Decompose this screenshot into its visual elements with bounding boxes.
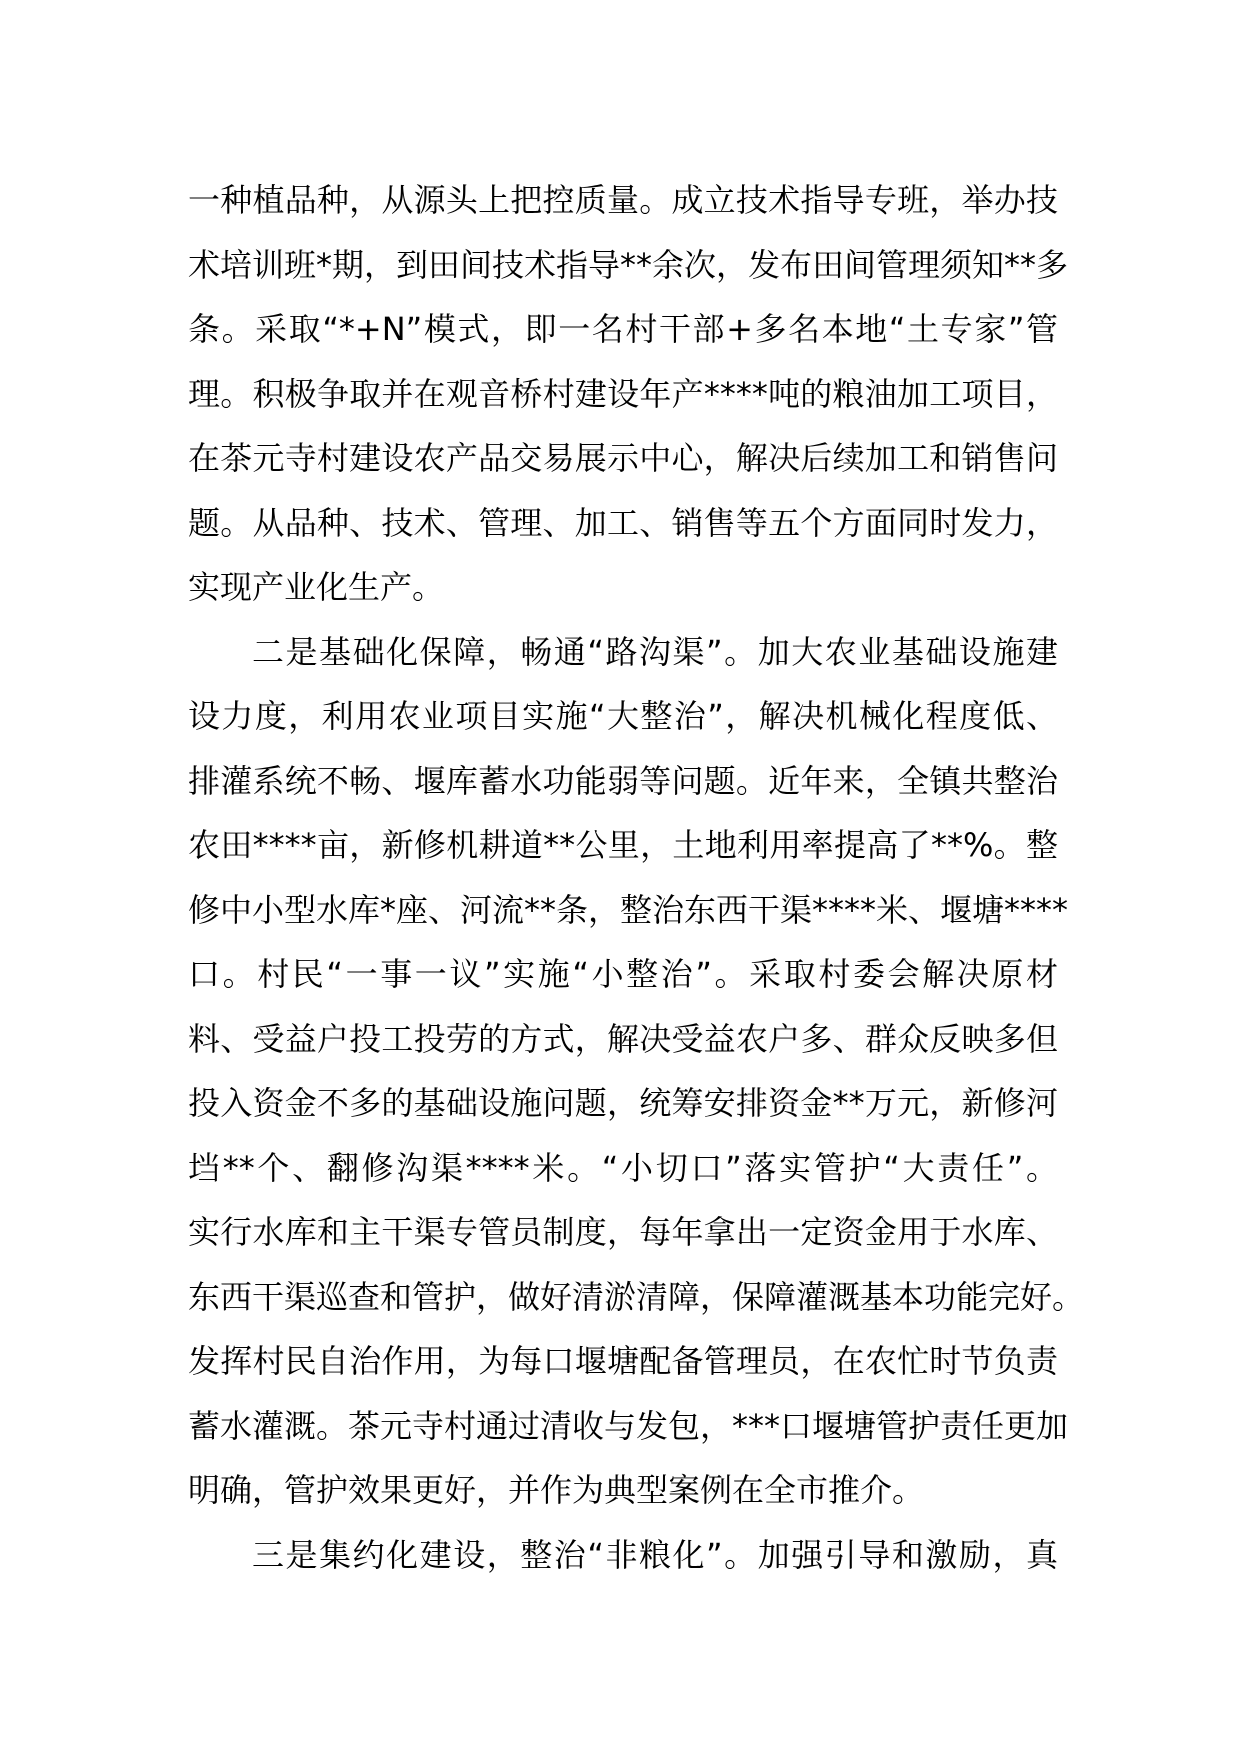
text-line: 蓄水灌溉。茶元寺村通过清收与发包，***口堰塘管护责任更加 bbox=[188, 1406, 1069, 1445]
text-line: 在茶元寺村建设农产品交易展示中心，解决后续加工和销售问 bbox=[188, 439, 1058, 477]
text-line: 实行水库和主干渠专管员制度，每年拿出一定资金用于水库、 bbox=[188, 1213, 1058, 1251]
paragraph-start-line: 三是集约化建设，整治“非粮化”。加强引导和激励，真 bbox=[252, 1535, 1058, 1574]
text-line: 明确，管护效果更好，并作为典型案例在全市推介。 bbox=[188, 1471, 925, 1509]
document-body bbox=[188, 168, 1085, 1587]
text-line: 术培训班*期，到田间技术指导**余次，发布田间管理须知**多 bbox=[188, 245, 1069, 284]
text-line: 垱**个、翻修沟渠****米。“小切口”落实管护“大责任”。 bbox=[188, 1148, 1058, 1187]
text-line: 东西干渠巡查和管护，做好清淤清障，保障灌溉基本功能完好。 bbox=[188, 1277, 1085, 1316]
text-line: 条。采取“*+N”模式，即一名村干部+多名本地“土专家”管 bbox=[188, 310, 1058, 348]
text-line: 料、受益户投工投劳的方式，解决受益农户多、群众反映多但 bbox=[188, 1019, 1058, 1058]
text-line: 排灌系统不畅、堰库蓄水功能弱等问题。近年来，全镇共整治 bbox=[188, 761, 1058, 800]
text-line: 口。村民“一事一议”实施“小整治”。采取村委会解决原材 bbox=[188, 955, 1058, 993]
text-line: 一种植品种，从源头上把控质量。成立技术指导专班，举办技 bbox=[188, 181, 1058, 219]
text-line: 题。从品种、技术、管理、加工、销售等五个方面同时发力， bbox=[188, 503, 1058, 542]
paragraph-start-line: 二是基础化保障，畅通“路沟渠”。加大农业基础设施建 bbox=[252, 632, 1058, 671]
text-line: 投入资金不多的基础设施问题，统筹安排资金**万元，新修河 bbox=[188, 1084, 1058, 1122]
text-line: 修中小型水库*座、河流**条，整治东西干渠****米、堰塘**** bbox=[188, 890, 1069, 929]
text-line: 发挥村民自治作用，为每口堰塘配备管理员，在农忙时节负责 bbox=[188, 1342, 1058, 1380]
text-line: 理。积极争取并在观音桥村建设年产****吨的粮油加工项目， bbox=[188, 374, 1058, 413]
text-line: 实现产业化生产。 bbox=[188, 568, 445, 606]
text-line: 农田****亩，新修机耕道**公里，土地利用率提高了**%。整 bbox=[188, 826, 1058, 864]
text-line: 设力度，利用农业项目实施“大整治”，解决机械化程度低、 bbox=[188, 697, 1058, 735]
